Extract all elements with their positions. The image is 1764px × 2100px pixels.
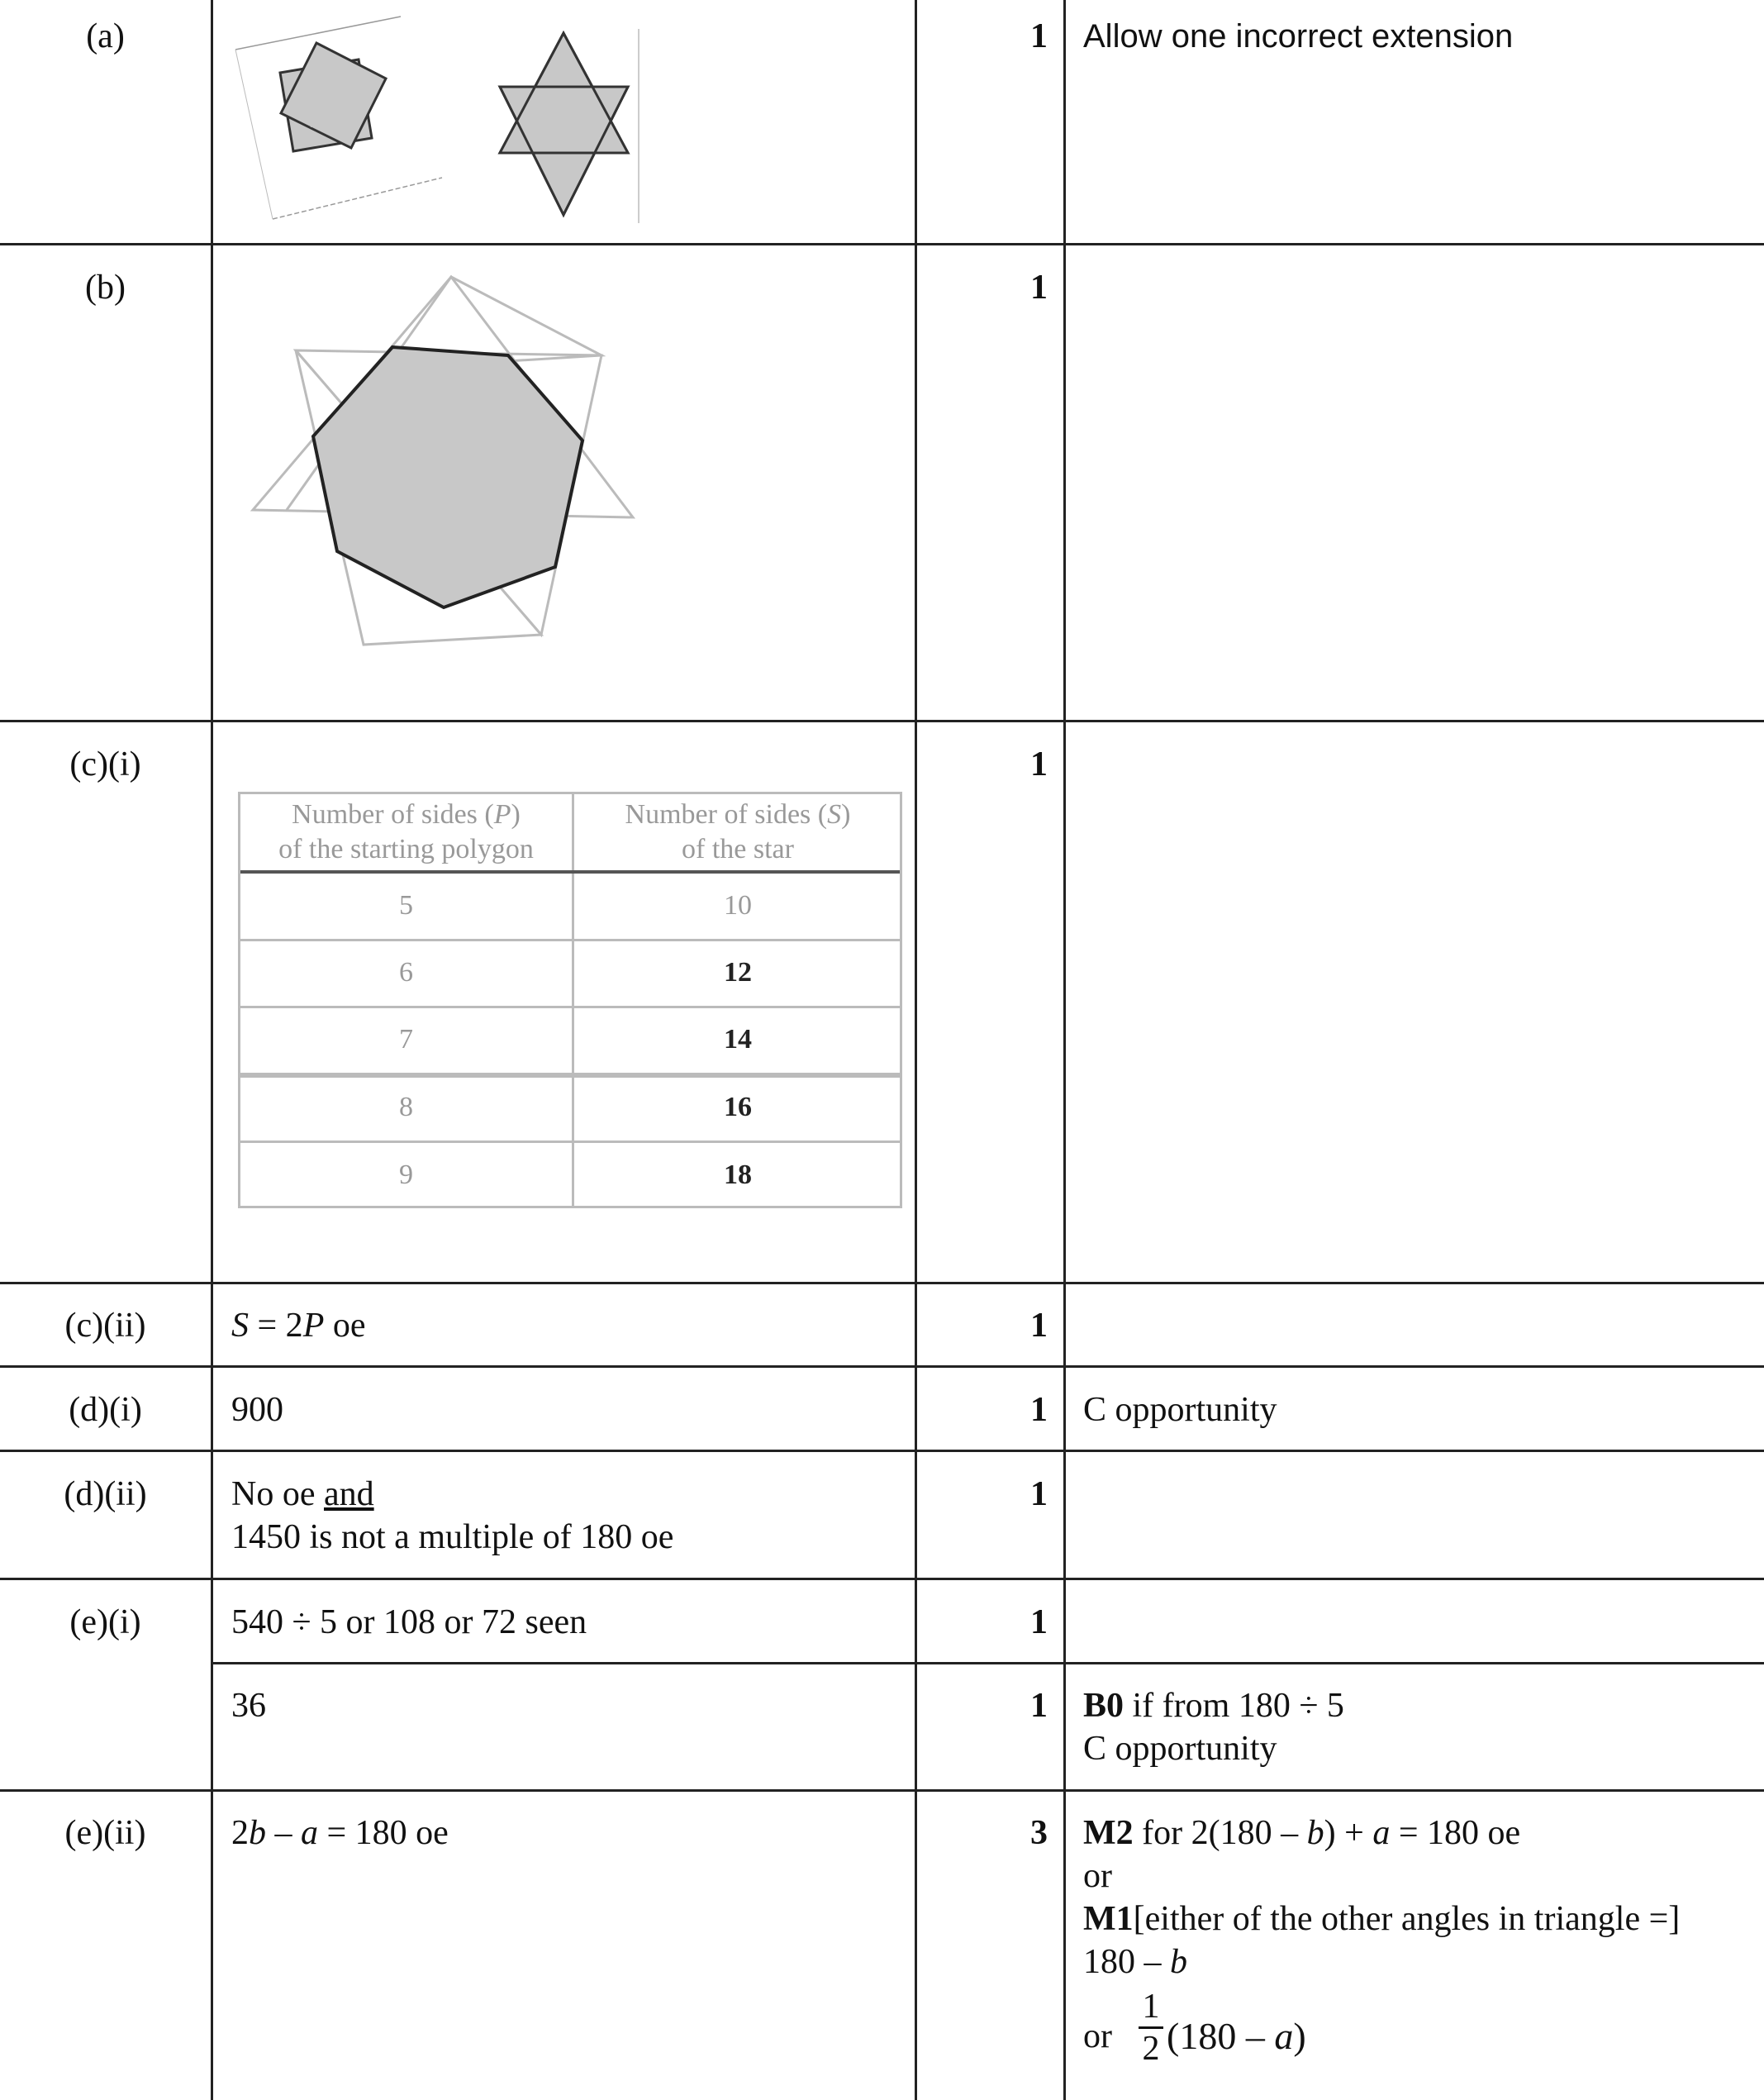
sides-table-rule <box>240 1073 900 1078</box>
answer-text: No oe <box>231 1475 324 1513</box>
note-text: = 180 oe <box>1390 1814 1521 1852</box>
row-divider <box>211 1662 1764 1664</box>
p-value: 6 <box>399 957 413 988</box>
note-var: a <box>1372 1814 1391 1852</box>
mark-code: B0 <box>1083 1687 1124 1725</box>
header-s <box>574 798 901 867</box>
row-divider <box>0 1365 1764 1368</box>
answer: 540 ÷ 5 or 108 or 72 seen <box>231 1603 587 1641</box>
mark: 1 <box>1030 17 1048 55</box>
note-text: 180 – <box>1083 1943 1170 1981</box>
fraction-body <box>1167 2015 1306 2058</box>
column-divider-2 <box>915 0 917 2100</box>
column-divider-3 <box>1063 0 1066 2100</box>
s-value: 10 <box>724 890 752 921</box>
fraction-bar <box>1139 2026 1163 2029</box>
part-label: (b) <box>85 269 126 307</box>
answer-text-end: oe <box>324 1307 366 1345</box>
column-divider-1 <box>211 0 213 2100</box>
sides-table <box>238 792 902 1208</box>
part-label: (e)(ii) <box>64 1814 146 1852</box>
note-var: b <box>1306 1814 1324 1852</box>
header-s-text-end: ) <box>841 799 851 830</box>
note-text: for 2(180 – <box>1133 1814 1307 1852</box>
s-value: 18 <box>724 1160 752 1190</box>
row-divider <box>0 1789 1764 1792</box>
mark-code: M2 <box>1083 1814 1134 1852</box>
guidance-note <box>1083 1812 1680 1983</box>
part-label: (d)(ii) <box>64 1475 147 1513</box>
fraction-numerator: 1 <box>1142 1988 1160 2026</box>
mark: 1 <box>1030 745 1048 783</box>
answer-text: – <box>266 1814 301 1852</box>
answer-underlined: and <box>323 1475 374 1513</box>
row-divider <box>0 720 1764 722</box>
note-var: a <box>1274 2015 1294 2057</box>
header-s-line2: of the star <box>682 834 794 864</box>
mark-code: M1 <box>1083 1900 1134 1938</box>
answer: 36 <box>231 1687 266 1725</box>
note-text: [either of the other angles in triangle =] <box>1133 1900 1681 1938</box>
mark: 1 <box>1030 1603 1048 1641</box>
answer <box>231 1304 366 1347</box>
header-p-text: Number of sides ( <box>292 799 494 830</box>
header-s-var: S <box>827 799 842 830</box>
sides-table-rule <box>240 1140 900 1143</box>
six-pointed-star-diagram <box>487 29 653 227</box>
header-p-line2: of the starting polygon <box>278 834 534 864</box>
mark: 1 <box>1030 1307 1048 1345</box>
note-var: b <box>1170 1943 1187 1981</box>
guidance-note: Allow one incorrect extension <box>1083 18 1514 55</box>
p-value: 7 <box>399 1024 413 1055</box>
note-or: or <box>1083 1857 1112 1895</box>
note-text: (180 – <box>1167 2015 1275 2057</box>
answer-var-a: a <box>301 1814 318 1852</box>
header-s-text: Number of sides ( <box>625 799 828 830</box>
fraction-half <box>1139 1988 1163 2067</box>
mark: 3 <box>1030 1814 1048 1852</box>
answer-text: = 180 oe <box>318 1814 449 1852</box>
note-text: if from 180 ÷ 5 <box>1124 1687 1344 1725</box>
header-p <box>240 798 572 867</box>
header-p-text-end: ) <box>511 799 521 830</box>
mark: 1 <box>1030 1475 1048 1513</box>
answer-var-p: P <box>302 1307 325 1345</box>
p-value: 9 <box>399 1160 413 1190</box>
mark: 1 <box>1030 1687 1048 1725</box>
guidance-note: C opportunity <box>1083 1391 1277 1429</box>
note-line2: C opportunity <box>1083 1730 1277 1768</box>
answer <box>231 1473 673 1559</box>
s-value: 12 <box>724 957 752 988</box>
p-value: 5 <box>399 890 413 921</box>
answer <box>231 1812 449 1855</box>
rotated-square-star-diagram <box>231 12 496 227</box>
answer-var-b: b <box>249 1814 266 1852</box>
header-p-var: P <box>493 799 511 830</box>
fraction-denominator: 2 <box>1142 2030 1160 2068</box>
row-divider <box>0 1578 1764 1580</box>
row-divider <box>0 243 1764 245</box>
note-text: ) <box>1293 2015 1306 2057</box>
answer: 900 <box>231 1391 283 1429</box>
answer-text: 2 <box>231 1814 249 1852</box>
mark: 1 <box>1030 1391 1048 1429</box>
answer-text: = 2 <box>249 1307 303 1345</box>
part-label: (e)(i) <box>69 1603 141 1641</box>
mark: 1 <box>1030 269 1048 307</box>
sides-table-rule <box>240 939 900 941</box>
part-label: (d)(i) <box>69 1391 142 1429</box>
note-text: ) + <box>1324 1814 1373 1852</box>
row-divider <box>0 1282 1764 1284</box>
sides-table-header-rule <box>240 870 900 874</box>
answer-var-s: S <box>231 1307 249 1345</box>
heptagon-star-diagram <box>248 273 644 653</box>
sides-table-rule <box>240 1006 900 1008</box>
s-value: 16 <box>724 1092 752 1122</box>
guidance-note <box>1083 1684 1344 1770</box>
part-label: (c)(i) <box>69 745 141 783</box>
answer-line2: 1450 is not a multiple of 180 oe <box>231 1518 674 1556</box>
part-label: (a) <box>86 17 125 55</box>
p-value: 8 <box>399 1092 413 1122</box>
note-or: or <box>1083 2017 1112 2055</box>
row-divider <box>0 1450 1764 1452</box>
part-label: (c)(ii) <box>64 1307 146 1345</box>
s-value: 14 <box>724 1024 752 1055</box>
